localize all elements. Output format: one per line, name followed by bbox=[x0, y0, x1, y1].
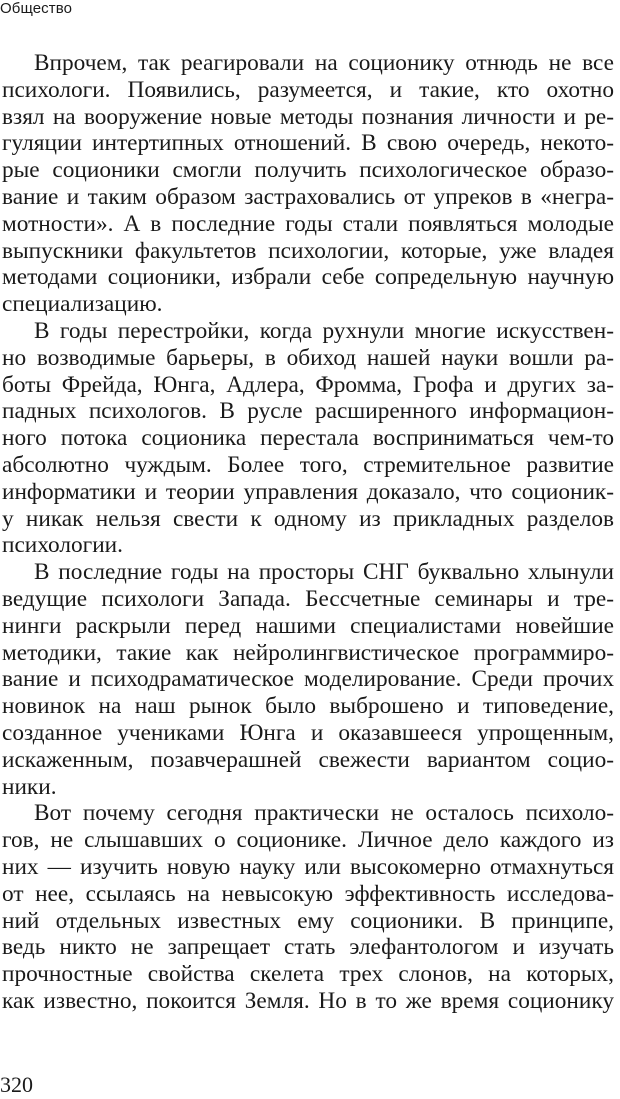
text-line: психологи. Появились, разумеется, и такие, кто охотно bbox=[2, 76, 614, 103]
text-line: ники. bbox=[2, 773, 57, 800]
text-line: выпускники факультетов психологии, которые, уже владея bbox=[2, 237, 614, 264]
text-line: ведущие психологи Запада. Бессчетные семинары и тре- bbox=[2, 585, 614, 612]
text-line: гов, не слышавших о соционике. Личное дело каждого из bbox=[2, 827, 614, 854]
running-header-title: Общество bbox=[0, 0, 73, 17]
text-line: методики, такие как нейролингвистическое программиро- bbox=[2, 639, 614, 666]
text-line: Впрочем, так реагировали на соционику отнюдь не все bbox=[34, 50, 614, 76]
page-number: 320 bbox=[0, 1072, 33, 1097]
text-line: нинги раскрыли перед нашими специалистами новейшие bbox=[2, 612, 614, 639]
text-line: них — изучить новую науку или высокомерно отмахнуться bbox=[2, 853, 614, 880]
text-line: гуляции интертипных отношений. В свою очередь, некото- bbox=[2, 130, 614, 157]
text-line: В годы перестройки, когда рухнули многие искусствен- bbox=[34, 317, 614, 344]
text-line: рые соционики смогли получить психологическое образо- bbox=[2, 157, 614, 184]
text-line: у никак нельзя свести к одному из прикладных разделов bbox=[2, 505, 614, 532]
text-line: вание и психодраматическое моделирование. Среди прочих bbox=[2, 666, 614, 693]
text-line: методами соционики, избрали себе сопредельную научную bbox=[2, 264, 614, 291]
text-line: абсолютно чуждым. Более того, стремительное развитие bbox=[2, 451, 614, 478]
text-line: психологии. bbox=[2, 532, 123, 559]
text-line: боты Фрейда, Юнга, Адлера, Фромма, Грофа и других за- bbox=[2, 371, 614, 398]
text-line: специализацию. bbox=[2, 291, 163, 318]
text-line: мотности». А в последние годы стали появляться молодые bbox=[2, 210, 614, 237]
text-line: созданное учениками Юнга и оказавшееся упрощенным, bbox=[2, 719, 614, 746]
text-line: Вот почему сегодня практически не осталось психоло- bbox=[34, 800, 614, 827]
paragraph-3 bbox=[2, 559, 614, 800]
paragraph-4 bbox=[2, 800, 614, 1014]
text-line: от нее, ссылаясь на невысокую эффективность исследова- bbox=[2, 880, 614, 907]
body-text bbox=[2, 50, 614, 1015]
paragraph-2 bbox=[2, 318, 614, 559]
text-line: падных психологов. В русле расширенного информацион- bbox=[2, 398, 614, 425]
text-line: ного потока соционика перестала восприниматься чем-то bbox=[2, 425, 614, 452]
text-line: ведь никто не запрещает стать элефантологом и изучать bbox=[2, 934, 614, 961]
text-line: новинок на наш рынок было выброшено и типоведение, bbox=[2, 693, 614, 720]
text-line: информатики и теории управления доказало, что соционик- bbox=[2, 478, 614, 505]
text-line: ний отдельных известных ему соционики. В принципе, bbox=[2, 907, 614, 934]
text-line: искаженным, позавчерашней свежести вариантом социо- bbox=[2, 746, 614, 773]
text-line: прочностные свойства скелета трех слонов, на которых, bbox=[2, 961, 614, 988]
text-line: но возводимые барьеры, в обиход нашей науки вошли ра- bbox=[2, 344, 614, 371]
text-line: как известно, покоится Земля. Но в то же время соционику bbox=[2, 987, 614, 1014]
text-line: взял на вооружение новые методы познания личности и ре- bbox=[2, 103, 614, 130]
paragraph-1 bbox=[2, 50, 614, 318]
text-line: вание и таким образом застраховались от упреков в «негра- bbox=[2, 183, 614, 210]
text-line: В последние годы на просторы СНГ буквально хлынули bbox=[34, 559, 614, 586]
